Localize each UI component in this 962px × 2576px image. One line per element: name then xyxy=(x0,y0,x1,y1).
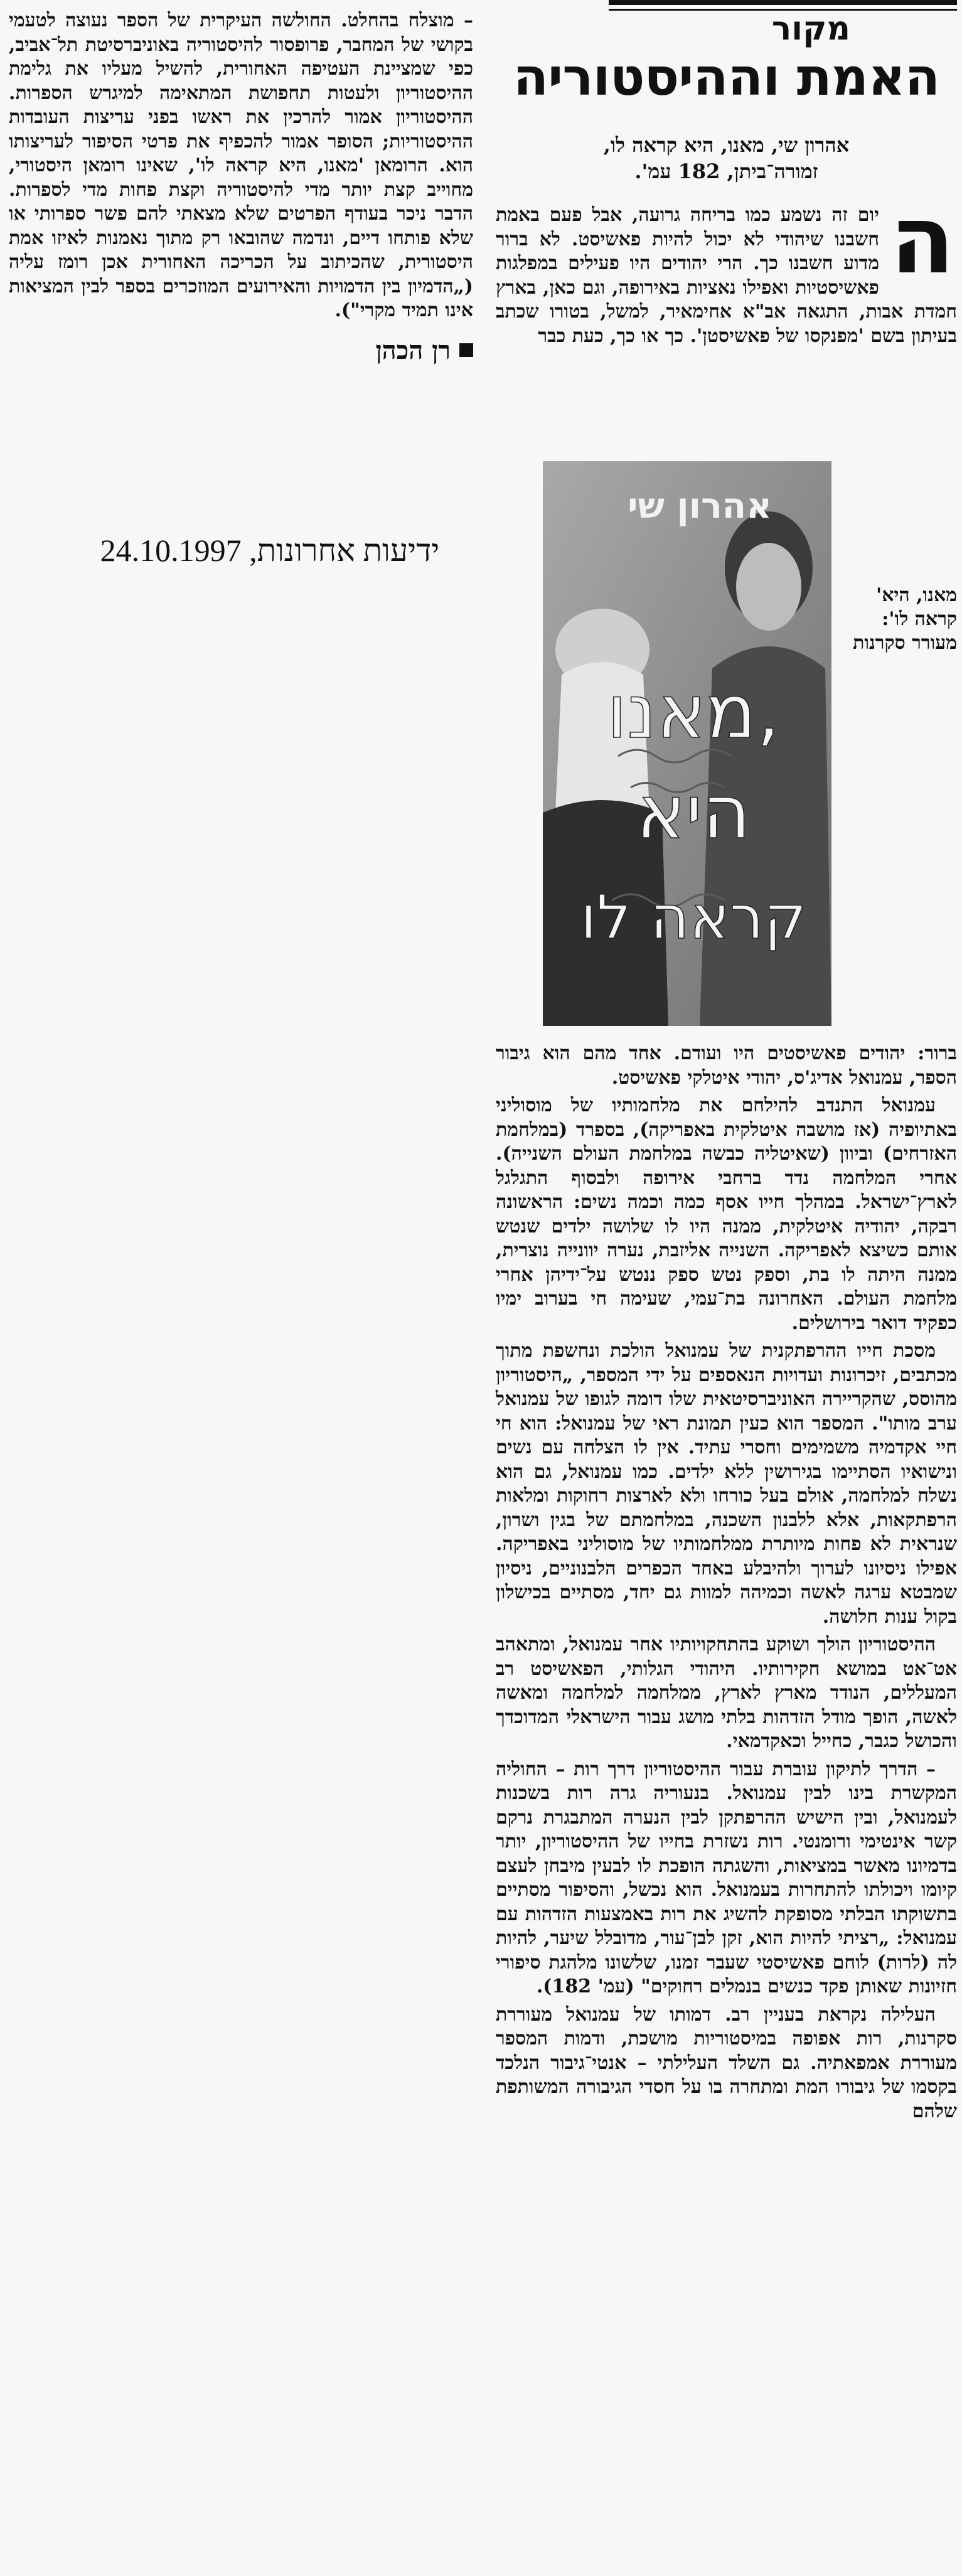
book-details-line-1: אהרון שי, מאנו, היא קראה לו, xyxy=(603,133,850,157)
article-headline: האמת וההיסטוריה xyxy=(513,48,940,107)
kicker-rule xyxy=(609,0,957,5)
cover-title-line-2: היא xyxy=(636,769,751,855)
kicker-block xyxy=(496,0,957,49)
lead-paragraph xyxy=(496,186,957,348)
book-cover-illustration xyxy=(543,461,831,1026)
book-cover-photo xyxy=(543,461,831,1026)
section-kicker: מקור xyxy=(771,10,850,48)
article-body xyxy=(496,1042,957,2127)
reviewer-signature xyxy=(9,336,473,365)
body-paragraph: ברור: יהודים פאשיסטים היו ועודם. אחד מהם הוא גיבור הספר, עמנואל אדיג'ס, יהודי איטלקי פאשיסט. xyxy=(496,1042,957,1089)
drop-cap: ה xyxy=(890,186,955,295)
continuation-text: – מוצלח בהחלט. החולשה העיקרית של הספר נעוצה לטעמי בקושי של המחבר, פרופסור להיסטוריה באוניברסיטת תל־אביב, כפי שמציינת העטיפה האחורית, להשיל מעליו את גלימת ההיסטוריון ולעטות תחפושת המתאימה למיגרש הספרות. ההיסטוריון אמור להרכין את ראשו בפני עריצות העובדות ההיסטוריות; הסופר אמור להכפיף את פרטי הסיפור לעריצותו הוא. הרומאן 'מאנו, היא קראה לו', שאינו רומאן היסטורי, מחוייב קצת יותר מדי להיסטוריה וקצת פחות מדי לספרות. הדבר ניכר בעודף הפרטים שלא מצאתי להם פשר ספרותי או שלא פותחו דיים, ונדמה שהובאו רק מתוך נאמנות לאיזו אמת היסטורית, שהכיתוב על הכריכה האחורית אכן רומז עליה („הדמיון בין הדמויות והאירועים המוזכרים בספר לבין המציאות אינו תמיד מקרי"). xyxy=(9,9,473,321)
book-details xyxy=(496,132,957,184)
book-details-line-2: זמורה־ביתן, 182 עמ'. xyxy=(634,159,818,183)
photo-caption: 'מאנו, היא קראה לו': מעורר סקרנות xyxy=(853,584,957,654)
reviewer-name: רן הכהן xyxy=(375,335,451,365)
lead-text: יום זה נשמע כמו בריחה גרועה, אבל פעם באמת חשבנו שיהודי לא יכול להיות פאשיסט. לא ברור מדוע חשבנו כך. הרי יהודים היו פעילים במפלגות פאשיסטיות ואפילו נאציות באירופה, וגם כאן, בארץ חמדת אבות, התגאה אב"א אחימאיר, למשל, בטורו שכתב בעיתון בשם 'מפנקסו של פאשיסטן'. כך או כך, כעת כבר xyxy=(496,204,957,347)
photo-block xyxy=(496,461,957,1026)
body-paragraph: מסכת חייו ההרפתקנית של עמנואל הולכת ונחשפת מתוך מכתבים, זיכרונות ועדויות הנאספים על ידי המספר, „היסטוריון מהוסס, שהקריירה האוניברסיטאית שלו דומה לגופו של עמנואל ערב מותו". המספר הוא כעין תמונת ראי של עמנואל: הוא חי חיי אקדמיה משמימים וחסרי עתיד. אין לו הצלחה עם נשים ונישואיו הסתיימו בגירושין ללא ילדים. כמו עמנואל, גם הוא נשלח למלחמה, אולם בעל כורחו ולא לארצות רחוקות ומלאות הרפתקאות, אלא ללבנון השכנה, במלחמתם של בגין ושרון, שנראית לא פחות מיותרת ממלחמותיו של מוסוליני באפריקה. אפילו ניסיונו לערוך ולהיבלע באחד הכפרים הלבנוניים, ניסיון שמבטא ערגה לאשה וכמיהה למוות גם יחד, מסתיים בכישלון בקול ענות חלושה. xyxy=(496,1340,957,1628)
body-paragraph: עמנואל התנדב להילחם את מלחמותיו של מוסוליני באתיופיה (אז מושבה איטלקית באפריקה), בספרד (במלחמת האזרחים) וביוון (שאיטליה כבשה במלחמת העולם השנייה). אחרי המלחמה נדד ברחבי אירופה ולבסוף התגלגל לארץ־ישראל. במהלך חייו אסף כמה וכמה נשים: הראשונה רבקה, יהודיה איטלקית, ממנה היו לו שלושה ילדים שנטש אותם כשיצא לאפריקה. השנייה אליזבת, נערה יוונייה נוצרית, ממנה היתה לו בת, וספק נטש ספק ננטש על־ידיהן אחרי מלחמת העולם. האחרונה בת־עמי, שעימה חי בערוב ימיו כפקיד דואר בירושלים. xyxy=(496,1094,957,1334)
body-paragraph: ההיסטוריון הולך ושוקע בהתחקויותיו אחר עמנואל, ומתאהב אט־אט במושא חקירותיו. היהודי הגלותי, הפאשיסט רב המעללים, הנודד מארץ לארץ, ממלחמה למלחמה ומאשה לאשה, הופך מודל הזדהות בלתי מושג עבור הישראלי המדוכדך והכושל כגבר, כחייל וכאקדמאי. xyxy=(496,1633,957,1752)
cover-author-text: אהרון שי xyxy=(628,486,772,526)
body-paragraph: העלילה נקראת בעניין רב. דמותו של עמנואל מעוררת סקרנות, רות אפופה במיסטוריות מושכת, ודמות המספר מעוררת אמפאתיה. גם השלד העלילתי – אנטי־גיבור הנלכד בקסמו של גיבורו המת ומתחרה בו על חסדי הגיבורה המשותפת שלהם xyxy=(496,2003,957,2122)
continuation-column xyxy=(9,9,473,365)
signature-square-icon xyxy=(459,343,473,357)
cover-title-line-1: מאנו, xyxy=(607,668,780,755)
source-citation: ידיעות אחרונות, 24.10.1997 xyxy=(100,533,440,568)
article-column xyxy=(496,0,957,348)
body-paragraph: – הדרך לתיקון עוברת עבור ההיסטוריון דרך רות – החוליה המקשרת בינו לבין עמנואל. בנעוריה גרה רות בשכנות לעמנואל, ובין הישיש ההרפתקן לבין הנערה המתבגרת נרקם קשר אינטימי ורומנטי. רות נשזרת בחייו של ההיסטוריון, יותר בדמיונו מאשר במציאות, והשגתה הופכת לו לבעין מיבחן לעצם קיומו ויכולתו להתחרות בעמנואל. הוא נכשל, והסיפור מסתיים בתשוקתו הבלתי מסופקת להשיג את רות באמצעות הזדהות עם עמנואל: „רציתי להיות הוא, זקן לבן־עור, מדובלל שיער, להיות לה (לרות) לוחם פאשיסטי שעבר זמנו, שלשונו מלהגת סיפורי חזיונות שאותן פקד כנשים בנמלים רחוקים" (עמ' 182). xyxy=(496,1758,957,1997)
cover-title-line-3: קראה לו xyxy=(580,882,807,953)
